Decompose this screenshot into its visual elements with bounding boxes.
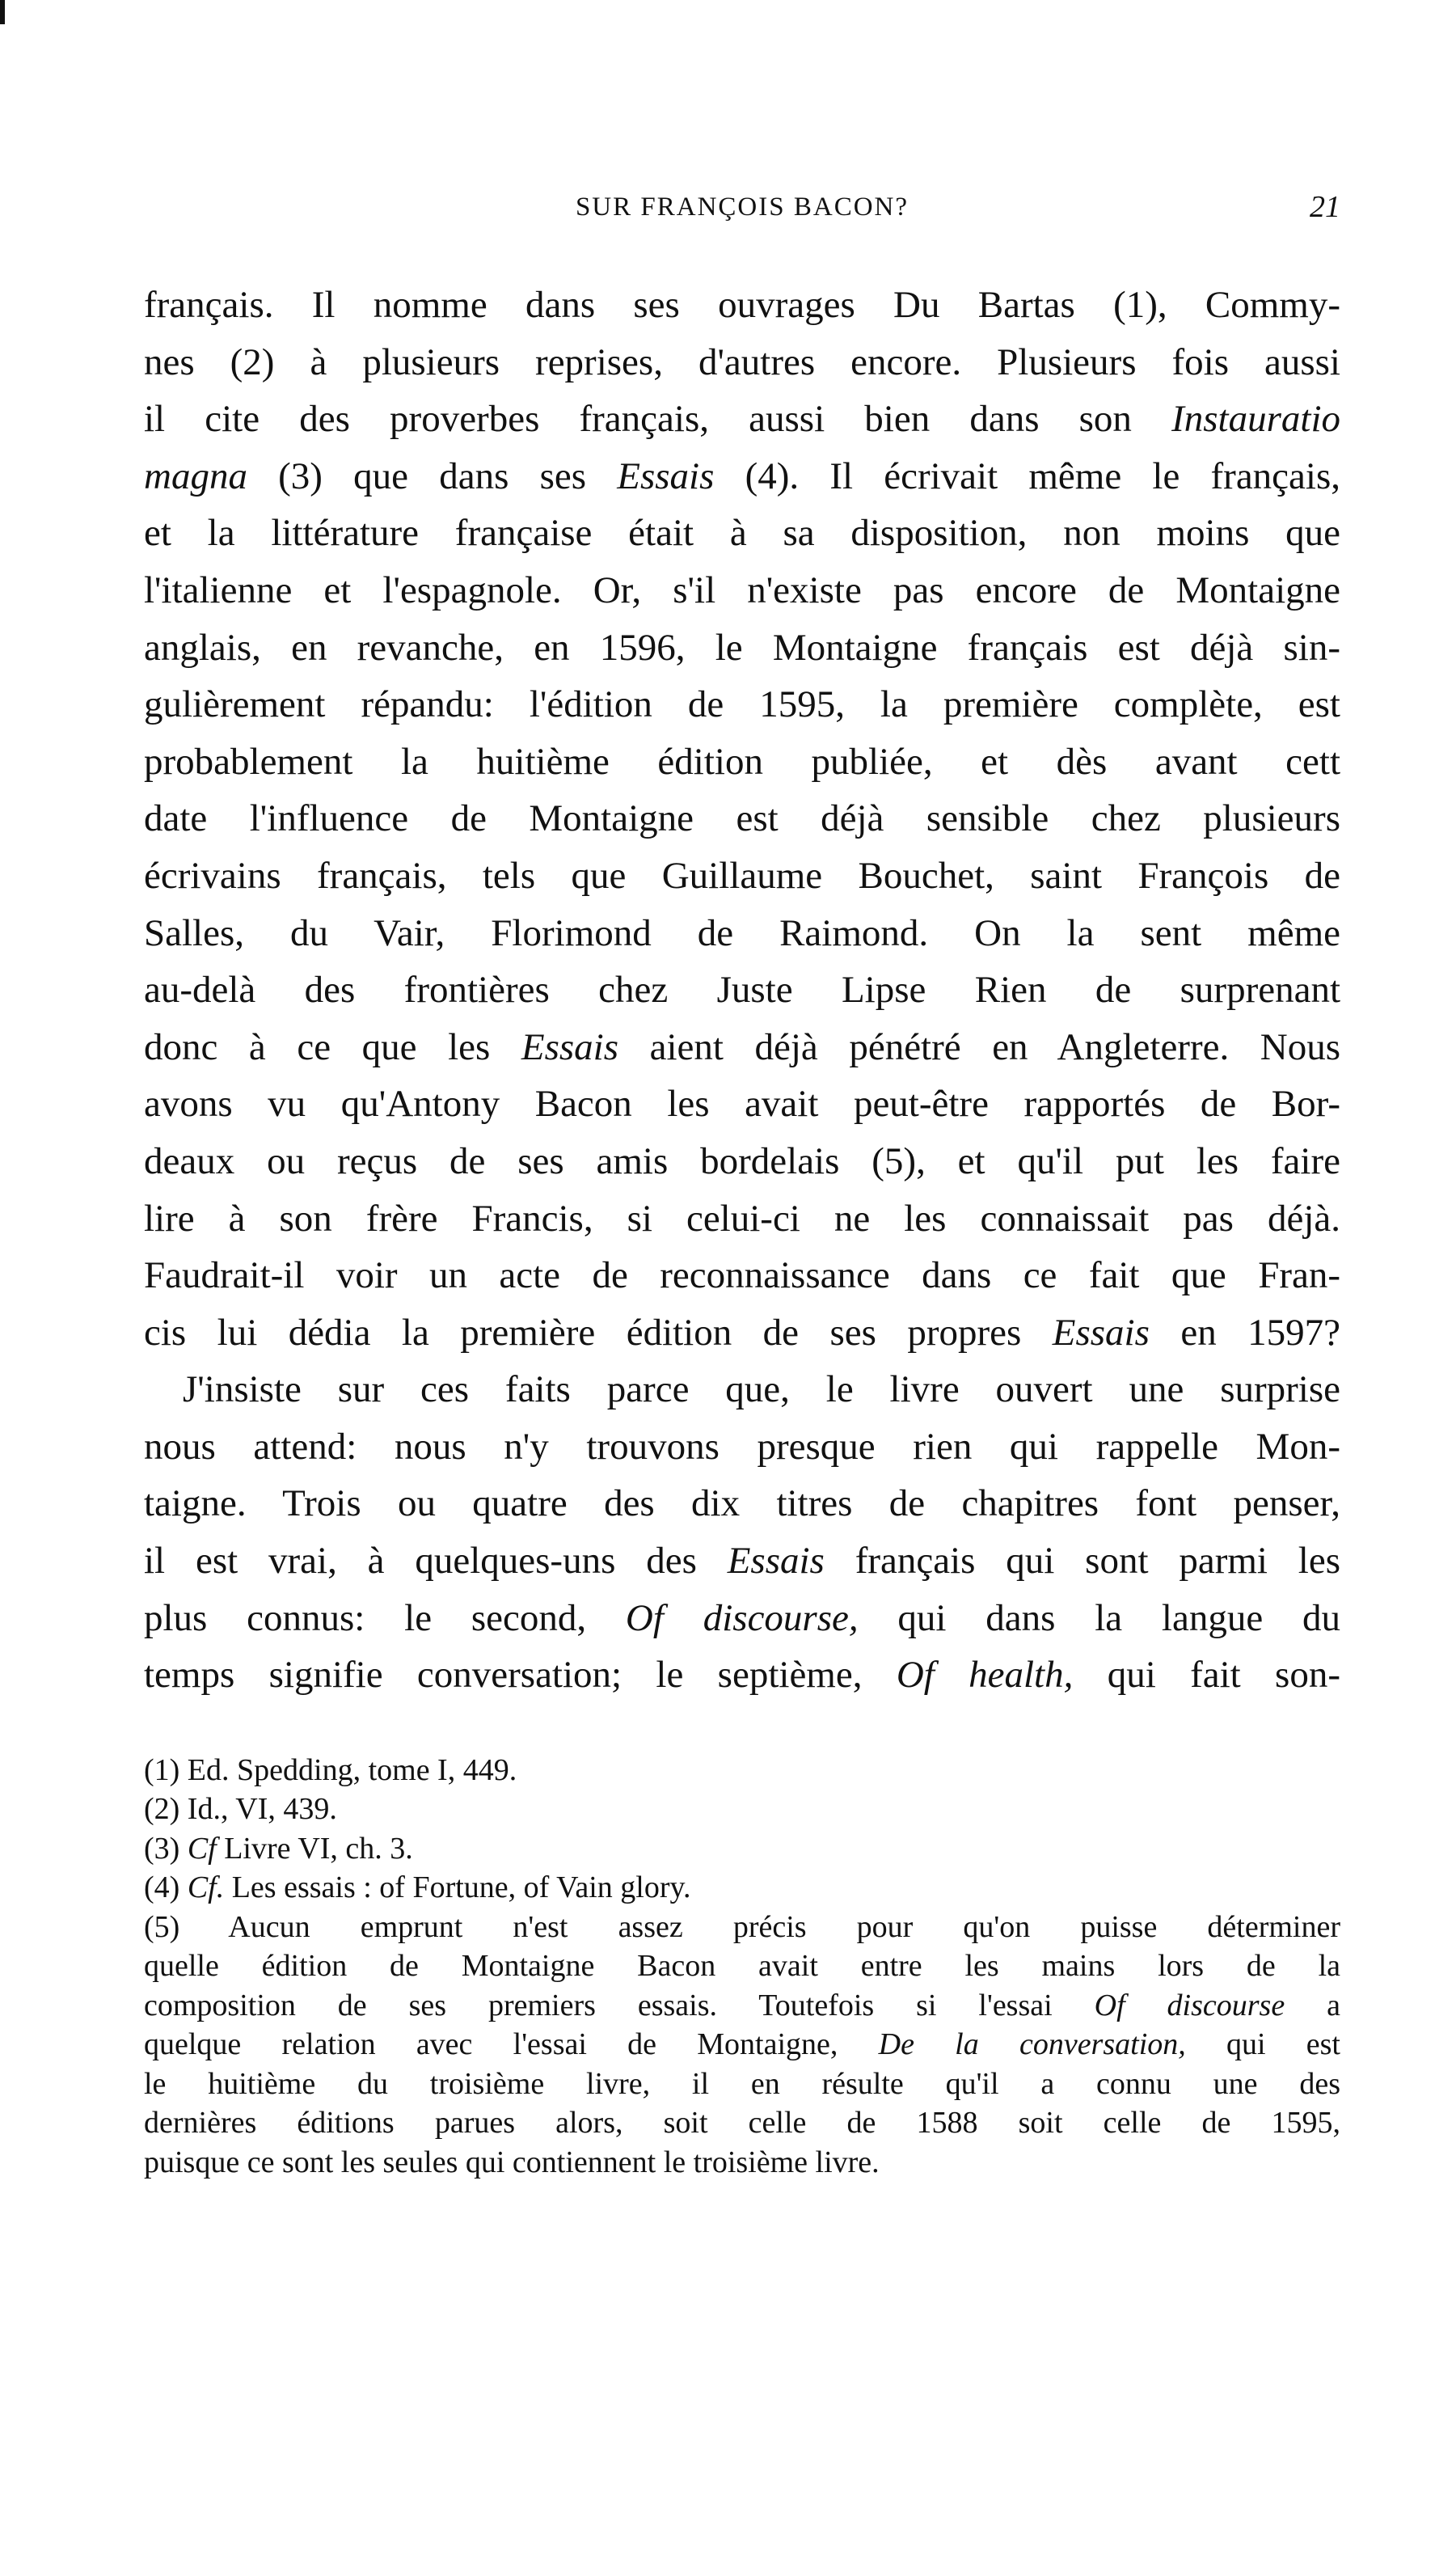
running-title: SUR FRANÇOIS BACON? bbox=[575, 192, 909, 222]
italic-title: Essais bbox=[617, 454, 715, 497]
footnotes bbox=[144, 1751, 1340, 2183]
text-line: Salles, du Vair, Florimond de Raimond. On la sent même bbox=[144, 911, 1340, 954]
footnote-4: (4) Cf. Les essais : of Fortune, of Vain glory. bbox=[144, 1870, 691, 1905]
text-line: il cite des proverbes français, aussi bien dans son Instauratio bbox=[144, 398, 1341, 441]
italic-title: Of health, bbox=[896, 1654, 1074, 1697]
text-line: taigne. Trois ou quatre des dix titres de chapitres font penser, bbox=[144, 1482, 1340, 1525]
page-number: 21 bbox=[1310, 190, 1340, 224]
italic-title: Of discourse, bbox=[625, 1596, 859, 1639]
italic-title: Essais bbox=[521, 1025, 618, 1068]
text-line: lire à son frère Francis, si celui-ci ne les connaissait pas déjà. bbox=[144, 1197, 1340, 1240]
text-line: écrivains français, tels que Guillaume Bouchet, saint François de bbox=[144, 854, 1340, 897]
italic-title: Essais bbox=[727, 1540, 825, 1583]
italic-title: Instauratio bbox=[1171, 398, 1341, 441]
footnote-3: (3) Cf Livre VI, ch. 3. bbox=[144, 1831, 413, 1866]
text-line: français. Il nomme dans ses ouvrages Du Bartas (1), Commy- bbox=[144, 284, 1340, 326]
text-line: gulièrement répandu: l'édition de 1595, la première complète, est bbox=[144, 683, 1340, 726]
text-line: avons vu qu'Antony Bacon les avait peut-être rapportés de Bor- bbox=[144, 1083, 1340, 1126]
text-line: J'insiste sur ces faits parce que, le livre ouvert une surprise bbox=[183, 1368, 1340, 1411]
text-line: cis lui dédia la première édition de ses propres Essais en 1597? bbox=[144, 1311, 1340, 1354]
text-line: probablement la huitième édition publiée, et dès avant cett bbox=[144, 740, 1340, 783]
footnote-5-line: dernières éditions parues alors, soit celle de 1588 soit celle de 1595, bbox=[144, 2106, 1340, 2141]
scan-edge-mark bbox=[0, 0, 5, 24]
footnote-5-line: puisque ce sont les seules qui contiennent le troisième livre. bbox=[144, 2145, 880, 2179]
text-line: l'italienne et l'espagnole. Or, s'il n'existe pas encore de Montaigne bbox=[144, 568, 1340, 611]
text-line: donc à ce que les Essais aient déjà pénétré en Angleterre. Nous bbox=[144, 1025, 1341, 1068]
italic-title: Essais bbox=[1052, 1311, 1150, 1354]
text-line: anglais, en revanche, en 1596, le Montaigne français est déjà sin- bbox=[144, 626, 1340, 669]
italic-title: magna bbox=[144, 454, 247, 497]
paragraph-2 bbox=[144, 1361, 1340, 1704]
text-line: magna (3) que dans ses Essais (4). Il écrivait même le français, bbox=[144, 454, 1340, 497]
footnote-5-line: quelle édition de Montaigne Bacon avait entre les mains lors de la bbox=[144, 1949, 1340, 1984]
text-line: temps signifie conversation; le septième, Of health, qui fait son- bbox=[144, 1654, 1340, 1697]
text-line: et la littérature française était à sa disposition, non moins que bbox=[144, 512, 1340, 555]
text-line: date l'influence de Montaigne est déjà sensible chez plusieurs bbox=[144, 797, 1340, 840]
text-line: il est vrai, à quelques-uns des Essais français qui sont parmi les bbox=[144, 1540, 1341, 1583]
text-line: Faudrait-il voir un acte de reconnaissance dans ce fait que Fran- bbox=[144, 1254, 1340, 1297]
footnote-5-line: (5) Aucun emprunt n'est assez précis pour qu'on puisse déterminer bbox=[144, 1909, 1340, 1944]
text-line: au-delà des frontières chez Juste Lipse Rien de surprenant bbox=[144, 969, 1340, 1012]
footnote-2: (2) Id., VI, 439. bbox=[144, 1792, 337, 1827]
footnote-5-line: quelque relation avec l'essai de Montaigne, De la conversation, qui est bbox=[144, 2027, 1340, 2062]
text-line: plus connus: le second, Of discourse, qui dans la langue du bbox=[144, 1596, 1340, 1639]
book-page bbox=[144, 186, 1340, 2182]
text-line: nous attend: nous n'y trouvons presque rien qui rappelle Mon- bbox=[144, 1425, 1340, 1468]
footnote-5-line: le huitième du troisième livre, il en résulte qu'il a connu une des bbox=[144, 2066, 1340, 2101]
running-head bbox=[144, 186, 1340, 235]
text-line: nes (2) à plusieurs reprises, d'autres encore. Plusieurs fois aussi bbox=[144, 340, 1340, 383]
body-text bbox=[144, 277, 1340, 1704]
footnote-5-line: composition de ses premiers essais. Toutefois si l'essai Of discourse a bbox=[144, 1988, 1341, 2022]
text-line: deaux ou reçus de ses amis bordelais (5), et qu'il put les faire bbox=[144, 1139, 1340, 1182]
footnote-1: (1) Ed. Spedding, tome I, 449. bbox=[144, 1752, 517, 1787]
paragraph-1 bbox=[144, 277, 1340, 1361]
